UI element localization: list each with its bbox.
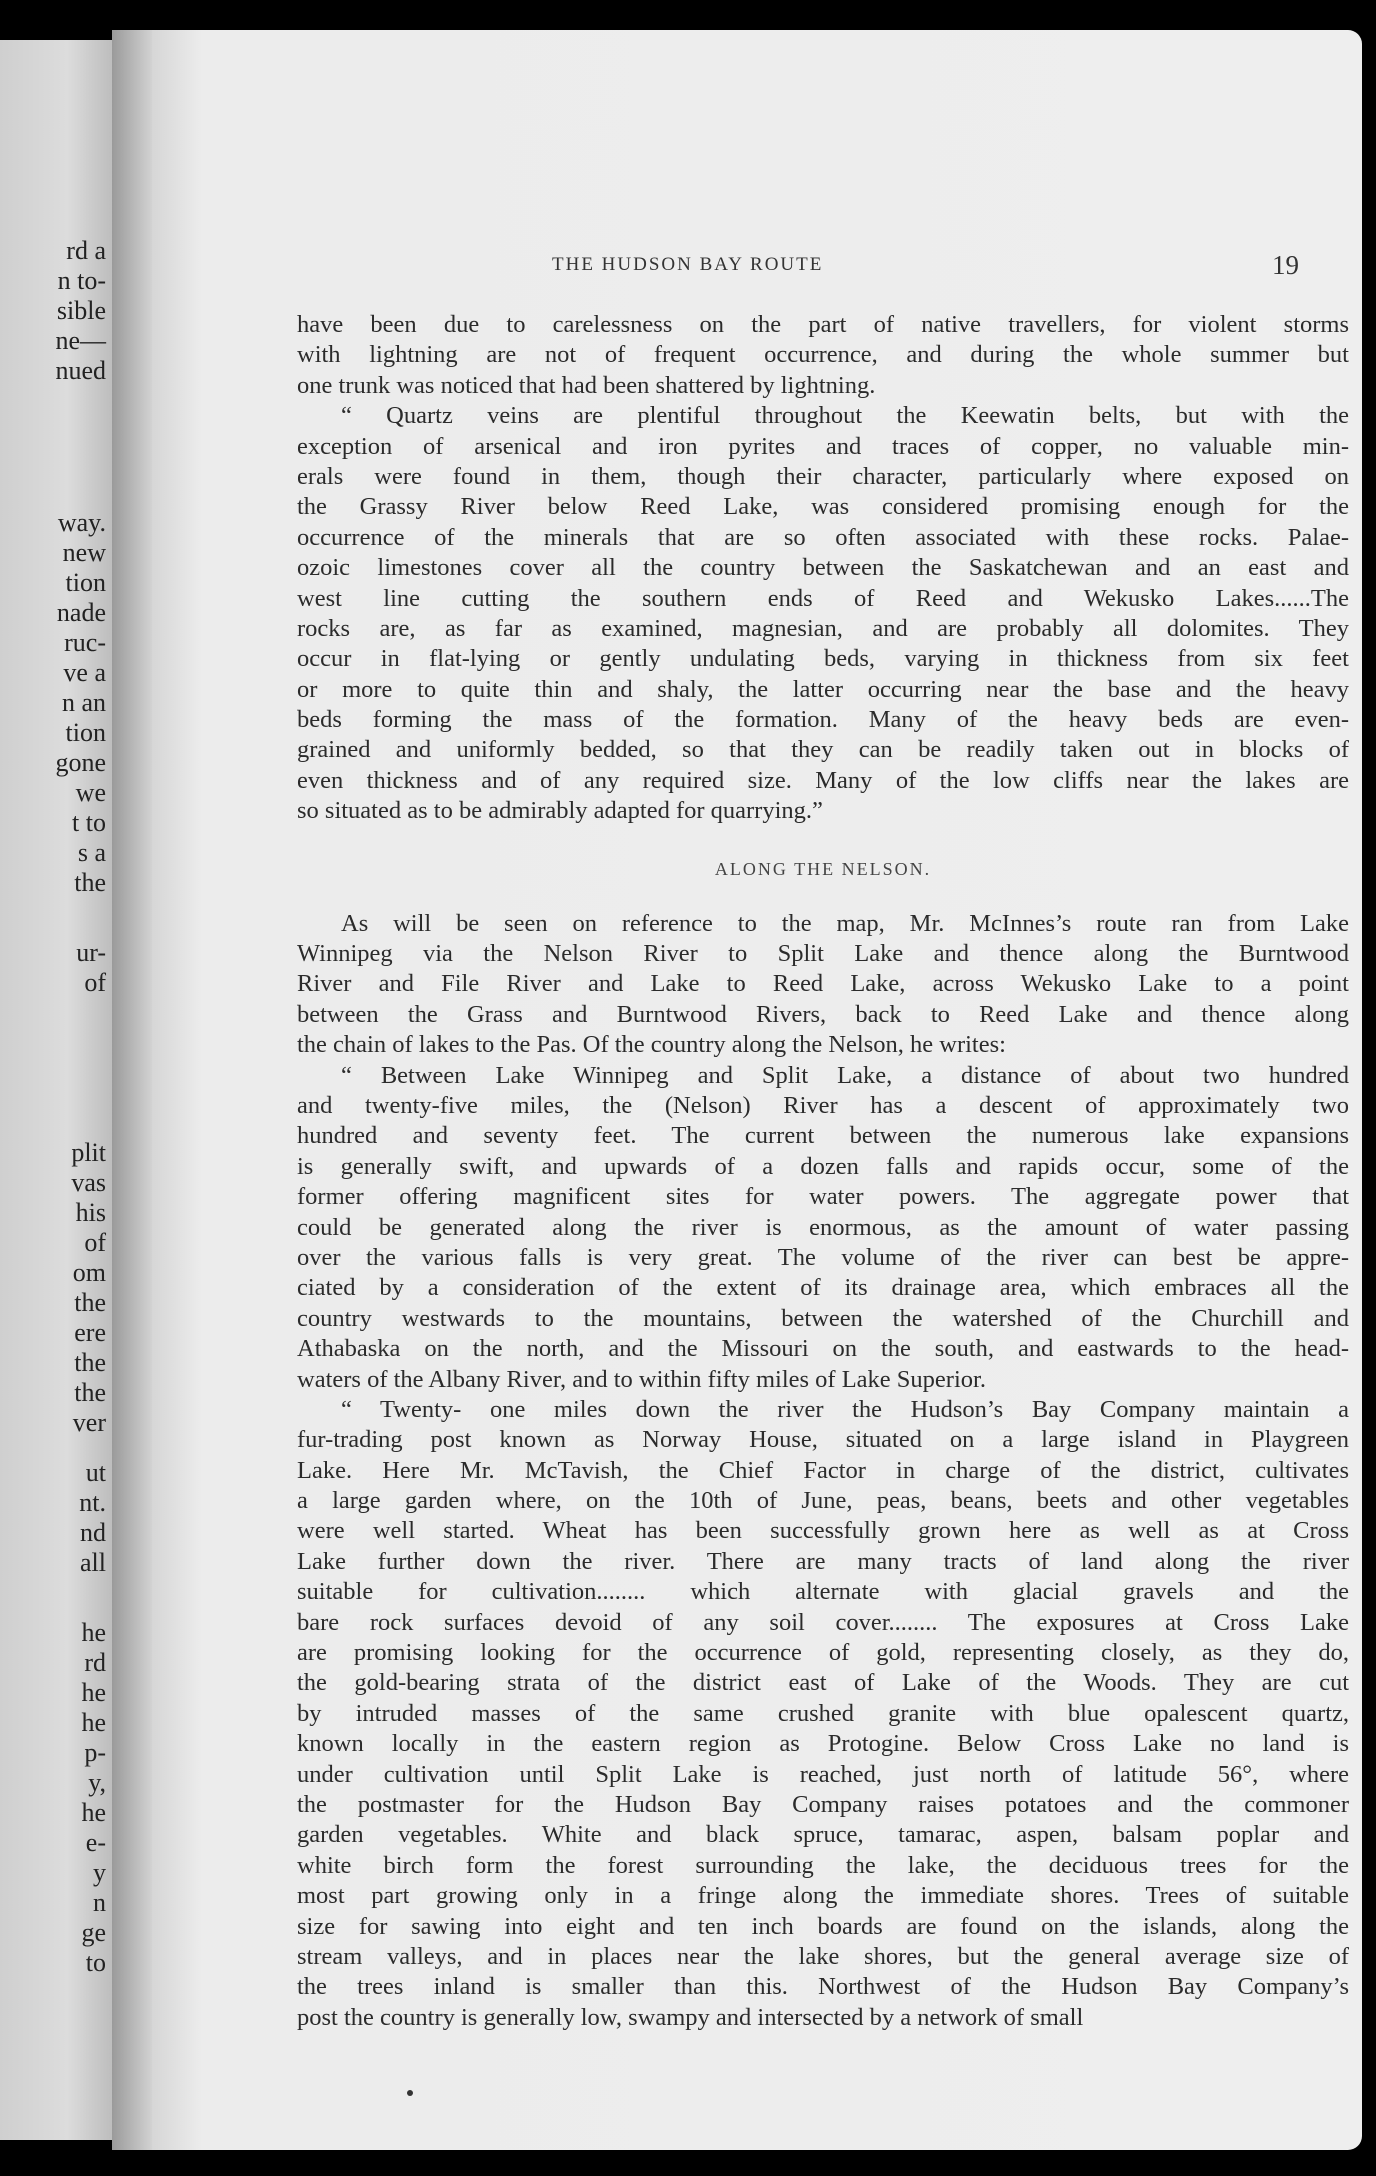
facing-page-fragment: ge — [81, 1918, 106, 1947]
text-line: ciated by a consideration of the extent of its drainage area, which embraces all the — [297, 1274, 1349, 1302]
text-line: post the country is generally low, swampy and intersected by a network of small — [297, 2003, 1084, 2031]
facing-page-fragment: he — [81, 1678, 106, 1707]
facing-page-fragment: n an — [61, 688, 106, 717]
text-line: garden vegetables. White and black spruce, tamarac, aspen, balsam poplar and — [297, 1821, 1349, 1849]
text-line: size for sawing into eight and ten inch boards are found on the islands, along the — [297, 1912, 1349, 1940]
text-line: country westwards to the mountains, between the watershed of the Churchill and — [297, 1304, 1349, 1332]
text-line: rocks are, as far as examined, magnesian, and are probably all dolomites. They — [297, 614, 1349, 642]
ink-speck — [407, 2090, 413, 2096]
facing-page-fragment: his — [75, 1198, 106, 1227]
text-line: stream valleys, and in places near the lake shores, but the general average size of — [297, 1942, 1349, 1970]
text-line: even thickness and of any required size. Many of the low cliffs near the lakes are — [297, 766, 1349, 794]
body-text — [297, 310, 1349, 2033]
facing-page-fragment: n — [93, 1888, 106, 1917]
facing-page-fragment: e- — [85, 1828, 106, 1857]
running-head: THE HUDSON BAY ROUTE — [552, 254, 824, 275]
facing-page-fragment: he — [81, 1708, 106, 1737]
facing-page-fragment: p- — [84, 1738, 106, 1767]
text-line: over the various falls is very great. The volume of the river can best be appre- — [297, 1243, 1349, 1271]
facing-page-fragment: he — [81, 1618, 106, 1647]
facing-page-fragment: way. — [57, 508, 106, 537]
text-line: white birch form the forest surrounding the lake, the deciduous trees for the — [297, 1851, 1349, 1879]
facing-page-fragment: y, — [88, 1768, 106, 1797]
facing-page-fragment: the — [74, 1288, 106, 1317]
text-line: known locally in the eastern region as Protogine. Below Cross Lake no land is — [297, 1730, 1349, 1758]
facing-page-fragment: gone — [55, 748, 106, 777]
text-line: a large garden where, on the 10th of June, peas, beans, beets and other vegetables — [297, 1487, 1349, 1515]
facing-page-fragment: ut — [85, 1458, 106, 1487]
facing-page-fragment: of — [84, 968, 106, 997]
facing-page-fragment: the — [74, 1348, 106, 1377]
facing-page-fragment: ne— — [55, 326, 106, 355]
facing-page-fragment: y — [93, 1858, 106, 1887]
facing-page-fragment: nd — [80, 1518, 106, 1547]
paragraph — [297, 401, 1349, 826]
text-line: fur-trading post known as Norway House, situated on a large island in Playgreen — [297, 1426, 1349, 1454]
text-line: could be generated along the river is enormous, as the amount of water passing — [297, 1213, 1349, 1241]
facing-page-fragment: rd — [84, 1648, 106, 1677]
facing-page-fragment: n to- — [57, 266, 106, 295]
facing-page-fragment: nued — [55, 356, 106, 385]
text-line: by intruded masses of the same crushed granite with blue opalescent quartz, — [297, 1699, 1349, 1727]
facing-page-fragment: s a — [77, 838, 106, 867]
facing-page-fragment: vas — [71, 1168, 106, 1197]
text-line: occur in flat-lying or gently undulating beds, varying in thickness from six feet — [297, 645, 1349, 673]
text-line: Lake. Here Mr. McTavish, the Chief Factor in charge of the district, cultivates — [297, 1456, 1349, 1484]
section-heading: ALONG THE NELSON. — [714, 858, 932, 879]
text-line: with lightning are not of frequent occurrence, and during the whole summer but — [297, 341, 1349, 369]
text-line: River and File River and Lake to Reed Lake, across Wekusko Lake to a point — [297, 970, 1349, 998]
text-line: the chain of lakes to the Pas. Of the country along the Nelson, he writes: — [297, 1031, 1006, 1059]
paragraph — [297, 1395, 1349, 2033]
text-line: the gold-bearing strata of the district east of Lake of the Woods. They are cut — [297, 1669, 1349, 1697]
facing-page-fragment: we — [75, 778, 106, 807]
text-line: under cultivation until Split Lake is reached, just north of latitude 56°, where — [297, 1760, 1349, 1788]
text-line: Winnipeg via the Nelson River to Split Lake and thence along the Burntwood — [297, 940, 1349, 968]
text-line: so situated as to be admirably adapted for quarrying.” — [297, 797, 823, 825]
paragraph — [297, 310, 1349, 401]
text-line: the postmaster for the Hudson Bay Company raises potatoes and the commoner — [297, 1790, 1349, 1818]
facing-page-fragment: tion — [65, 568, 106, 597]
text-line: one trunk was noticed that had been shattered by lightning. — [297, 371, 876, 399]
text-line: the Grassy River below Reed Lake, was considered promising enough for the — [297, 493, 1349, 521]
text-line: Athabaska on the north, and the Missouri on the south, and eastwards to the head- — [297, 1335, 1349, 1363]
paragraph — [297, 909, 1349, 1061]
text-line: erals were found in them, though their character, particularly where exposed on — [297, 462, 1349, 490]
facing-page-fragment: t to — [72, 808, 106, 837]
text-line: is generally swift, and upwards of a dozen falls and rapids occur, some of the — [297, 1152, 1349, 1180]
text-line: Lake further down the river. There are many tracts of land along the river — [297, 1547, 1349, 1575]
facing-page-fragment: ver — [72, 1408, 106, 1437]
text-line: the trees inland is smaller than this. Northwest of the Hudson Bay Company’s — [297, 1973, 1349, 2001]
text-line: or more to quite thin and shaly, the latter occurring near the base and the heavy — [297, 675, 1349, 703]
text-line: former offering magnificent sites for water powers. The aggregate power that — [297, 1183, 1349, 1211]
text-line: exception of arsenical and iron pyrites and traces of copper, no valuable min- — [297, 432, 1349, 460]
text-line: “ Between Lake Winnipeg and Split Lake, a distance of about two hundred — [341, 1061, 1349, 1089]
facing-page-fragment: to — [85, 1948, 106, 1977]
text-line: As will be seen on reference to the map, Mr. McInnes’s route ran from Lake — [341, 909, 1349, 937]
facing-page-fragment: ve a — [63, 658, 106, 687]
text-line: have been due to carelessness on the part of native travellers, for violent storms — [297, 311, 1349, 338]
text-line: most part growing only in a fringe along the immediate shores. Trees of suitable — [297, 1882, 1349, 1910]
text-line: between the Grass and Burntwood Rivers, back to Reed Lake and thence along — [297, 1000, 1349, 1028]
facing-page-fragment: rd a — [66, 236, 106, 265]
text-line: west line cutting the southern ends of Reed and Wekusko Lakes......The — [297, 584, 1349, 612]
text-line: ozoic limestones cover all the country between the Saskatchewan and an east and — [297, 554, 1349, 582]
facing-page-fragment: he — [81, 1798, 106, 1827]
text-line: and twenty-five miles, the (Nelson) River has a descent of approximately two — [297, 1091, 1349, 1119]
facing-page-fragment: the — [74, 868, 106, 897]
facing-page-fragment: ere — [74, 1318, 106, 1347]
text-line: “ Quartz veins are plentiful throughout the Keewatin belts, but with the — [341, 402, 1349, 430]
facing-page-fragment: new — [62, 538, 106, 567]
facing-page-fragment: om — [72, 1258, 106, 1287]
text-line: suitable for cultivation........ which alternate with glacial gravels and the — [297, 1578, 1349, 1606]
book-gutter — [112, 30, 152, 2150]
facing-page-fragment: plit — [71, 1138, 106, 1167]
text-line: are promising looking for the occurrence of gold, representing closely, as they do, — [297, 1639, 1349, 1667]
facing-page-fragment: all — [80, 1548, 106, 1577]
adjacent-page-edge — [0, 40, 112, 2140]
text-line: bare rock surfaces devoid of any soil cover........ The exposures at Cross Lake — [297, 1608, 1349, 1636]
facing-page-fragment: nade — [56, 598, 106, 627]
text-line: hundred and seventy feet. The current between the numerous lake expansions — [297, 1122, 1349, 1150]
facing-page-fragment: nt. — [79, 1488, 106, 1517]
facing-page-fragment: of — [84, 1228, 106, 1257]
facing-page-fragment: the — [74, 1378, 106, 1407]
text-line: were well started. Wheat has been successfully grown here as well as at Cross — [297, 1517, 1349, 1545]
text-line: beds forming the mass of the formation. Many of the heavy beds are even- — [297, 706, 1349, 734]
facing-page-fragment: sible — [56, 296, 106, 325]
text-line: waters of the Albany River, and to within fifty miles of Lake Superior. — [297, 1365, 986, 1393]
facing-page-fragment: tion — [65, 718, 106, 747]
text-line: “ Twenty- one miles down the river the Hudson’s Bay Company maintain a — [341, 1395, 1349, 1423]
book-page — [112, 30, 1362, 2150]
text-line: occurrence of the minerals that are so often associated with these rocks. Palae- — [297, 523, 1349, 551]
facing-page-fragment: ur- — [76, 938, 106, 967]
text-line: grained and uniformly bedded, so that they can be readily taken out in blocks of — [297, 736, 1349, 764]
facing-page-fragment: ruc- — [64, 628, 106, 657]
page-number: 19 — [1272, 250, 1299, 280]
paragraph — [297, 1061, 1349, 1395]
